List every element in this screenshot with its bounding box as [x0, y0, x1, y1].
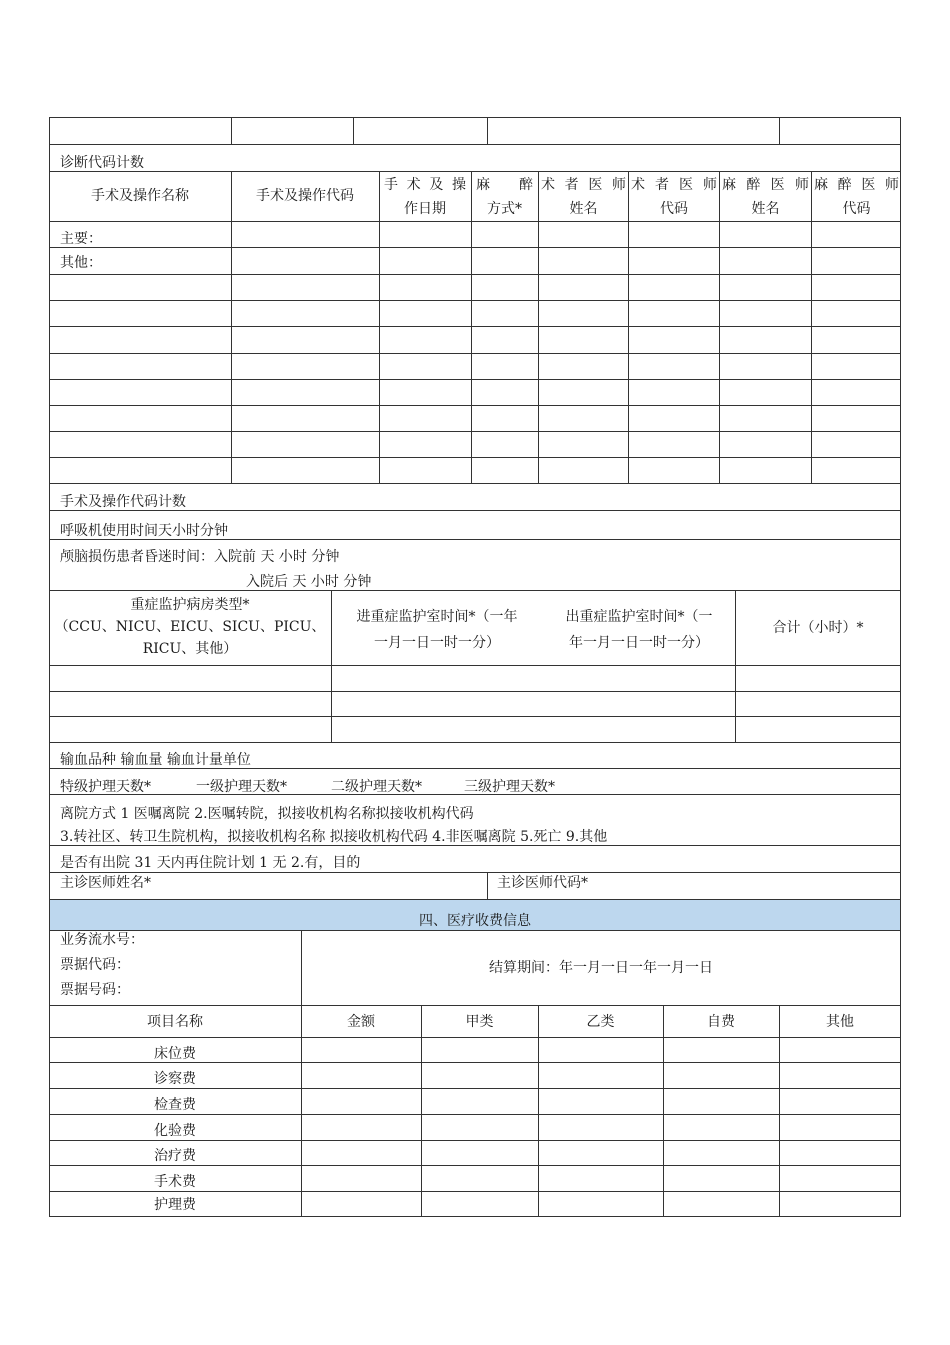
icu-total-hours-header: 合计（小时）* — [772, 620, 864, 636]
settlement-period-label: 结算期间：年一月一日一年一月一日 — [489, 960, 713, 976]
header-anesthetist-name: 麻醉医师 姓名 — [722, 177, 809, 217]
readmission-plan-label: 是否有出院 31 天内再住院计划 1 无 2.有，目的 — [60, 855, 361, 871]
fee-item-bed: 床位费 — [154, 1046, 196, 1062]
blood-transfusion-label: 输血品种 输血量 输血计量单位 — [60, 752, 251, 768]
discharge-method-line1: 离院方式 1 医嘱离院 2.医嘱转院，拟接收机构名称拟接收机构代码 — [60, 806, 474, 822]
row-label-other: 其他： — [60, 255, 102, 271]
fee-header-class-b: 乙类 — [586, 1014, 615, 1030]
icu-discharge-time-header: 出重症监护室时间*（一 年一月一日一时一分） — [565, 609, 713, 651]
fee-item-surgery: 手术费 — [154, 1174, 196, 1190]
ventilator-time-label: 呼吸机使用时间天小时分钟 — [60, 523, 228, 539]
business-serial-label: 业务流水号： — [60, 932, 144, 948]
row-label-primary: 主要： — [60, 231, 102, 247]
second-level-nursing-days: 二级护理天数* — [331, 779, 422, 795]
surgery-code-count-label: 手术及操作代码计数 — [60, 494, 186, 510]
diagnosis-code-count-label: 诊断代码计数 — [60, 155, 144, 171]
fee-header-self-pay: 自费 — [707, 1014, 735, 1030]
fee-header-item-name: 项目名称 — [147, 1014, 203, 1030]
attending-doctor-name-label: 主诊医师姓名* — [60, 875, 151, 891]
header-surgery-code: 手术及操作代码 — [256, 188, 354, 204]
header-surgeon-name: 术者医师 姓名 — [541, 177, 626, 217]
fee-item-laboratory: 化验费 — [154, 1123, 196, 1139]
fee-item-nursing: 护理费 — [154, 1197, 196, 1213]
icu-ward-type-header: 重症监护病房类型* （CCU、NICU、EICU、SICU、PICU、 RICU、其他） — [54, 597, 326, 657]
invoice-number-label: 票据号码： — [60, 982, 130, 998]
header-surgery-name: 手术及操作名称 — [91, 188, 189, 204]
first-level-nursing-days: 一级护理天数* — [196, 779, 287, 795]
discharge-method-line2: 3.转社区、转卫生院机构，拟接收机构名称 拟接收机构代码 4.非医嘱离院 5.死亡 9.其他 — [60, 829, 608, 845]
fee-header-amount: 金额 — [347, 1014, 375, 1030]
medical-record-form — [49, 117, 901, 1217]
third-level-nursing-days: 三级护理天数* — [464, 779, 555, 795]
header-anesthetist-code: 麻醉医师 代码 — [814, 177, 899, 217]
coma-time-before-admission: 颅脑损伤患者昏迷时间：入院前 天 小时 分钟 — [60, 549, 340, 565]
section4-title: 四、医疗收费信息 — [419, 913, 531, 929]
header-anesthesia-method: 麻醉 方式* — [476, 177, 533, 217]
fee-item-treatment: 治疗费 — [154, 1148, 196, 1164]
special-nursing-days: 特级护理天数* — [60, 779, 151, 795]
header-surgery-date: 手术及操 作日期 — [384, 177, 466, 217]
fee-header-other: 其他 — [826, 1014, 854, 1030]
icu-admission-time-header: 进重症监护室时间*（一年 一月一日一时一分） — [356, 609, 518, 651]
fee-item-consultation: 诊察费 — [154, 1071, 196, 1087]
header-surgeon-code: 术者医师 代码 — [631, 177, 717, 217]
invoice-code-label: 票据代码： — [60, 957, 130, 973]
fee-header-class-a: 甲类 — [465, 1014, 494, 1030]
coma-time-after-admission: 入院后 天 小时 分钟 — [246, 574, 372, 590]
fee-item-examination: 检查费 — [154, 1097, 196, 1113]
attending-doctor-code-label: 主诊医师代码* — [497, 875, 588, 891]
